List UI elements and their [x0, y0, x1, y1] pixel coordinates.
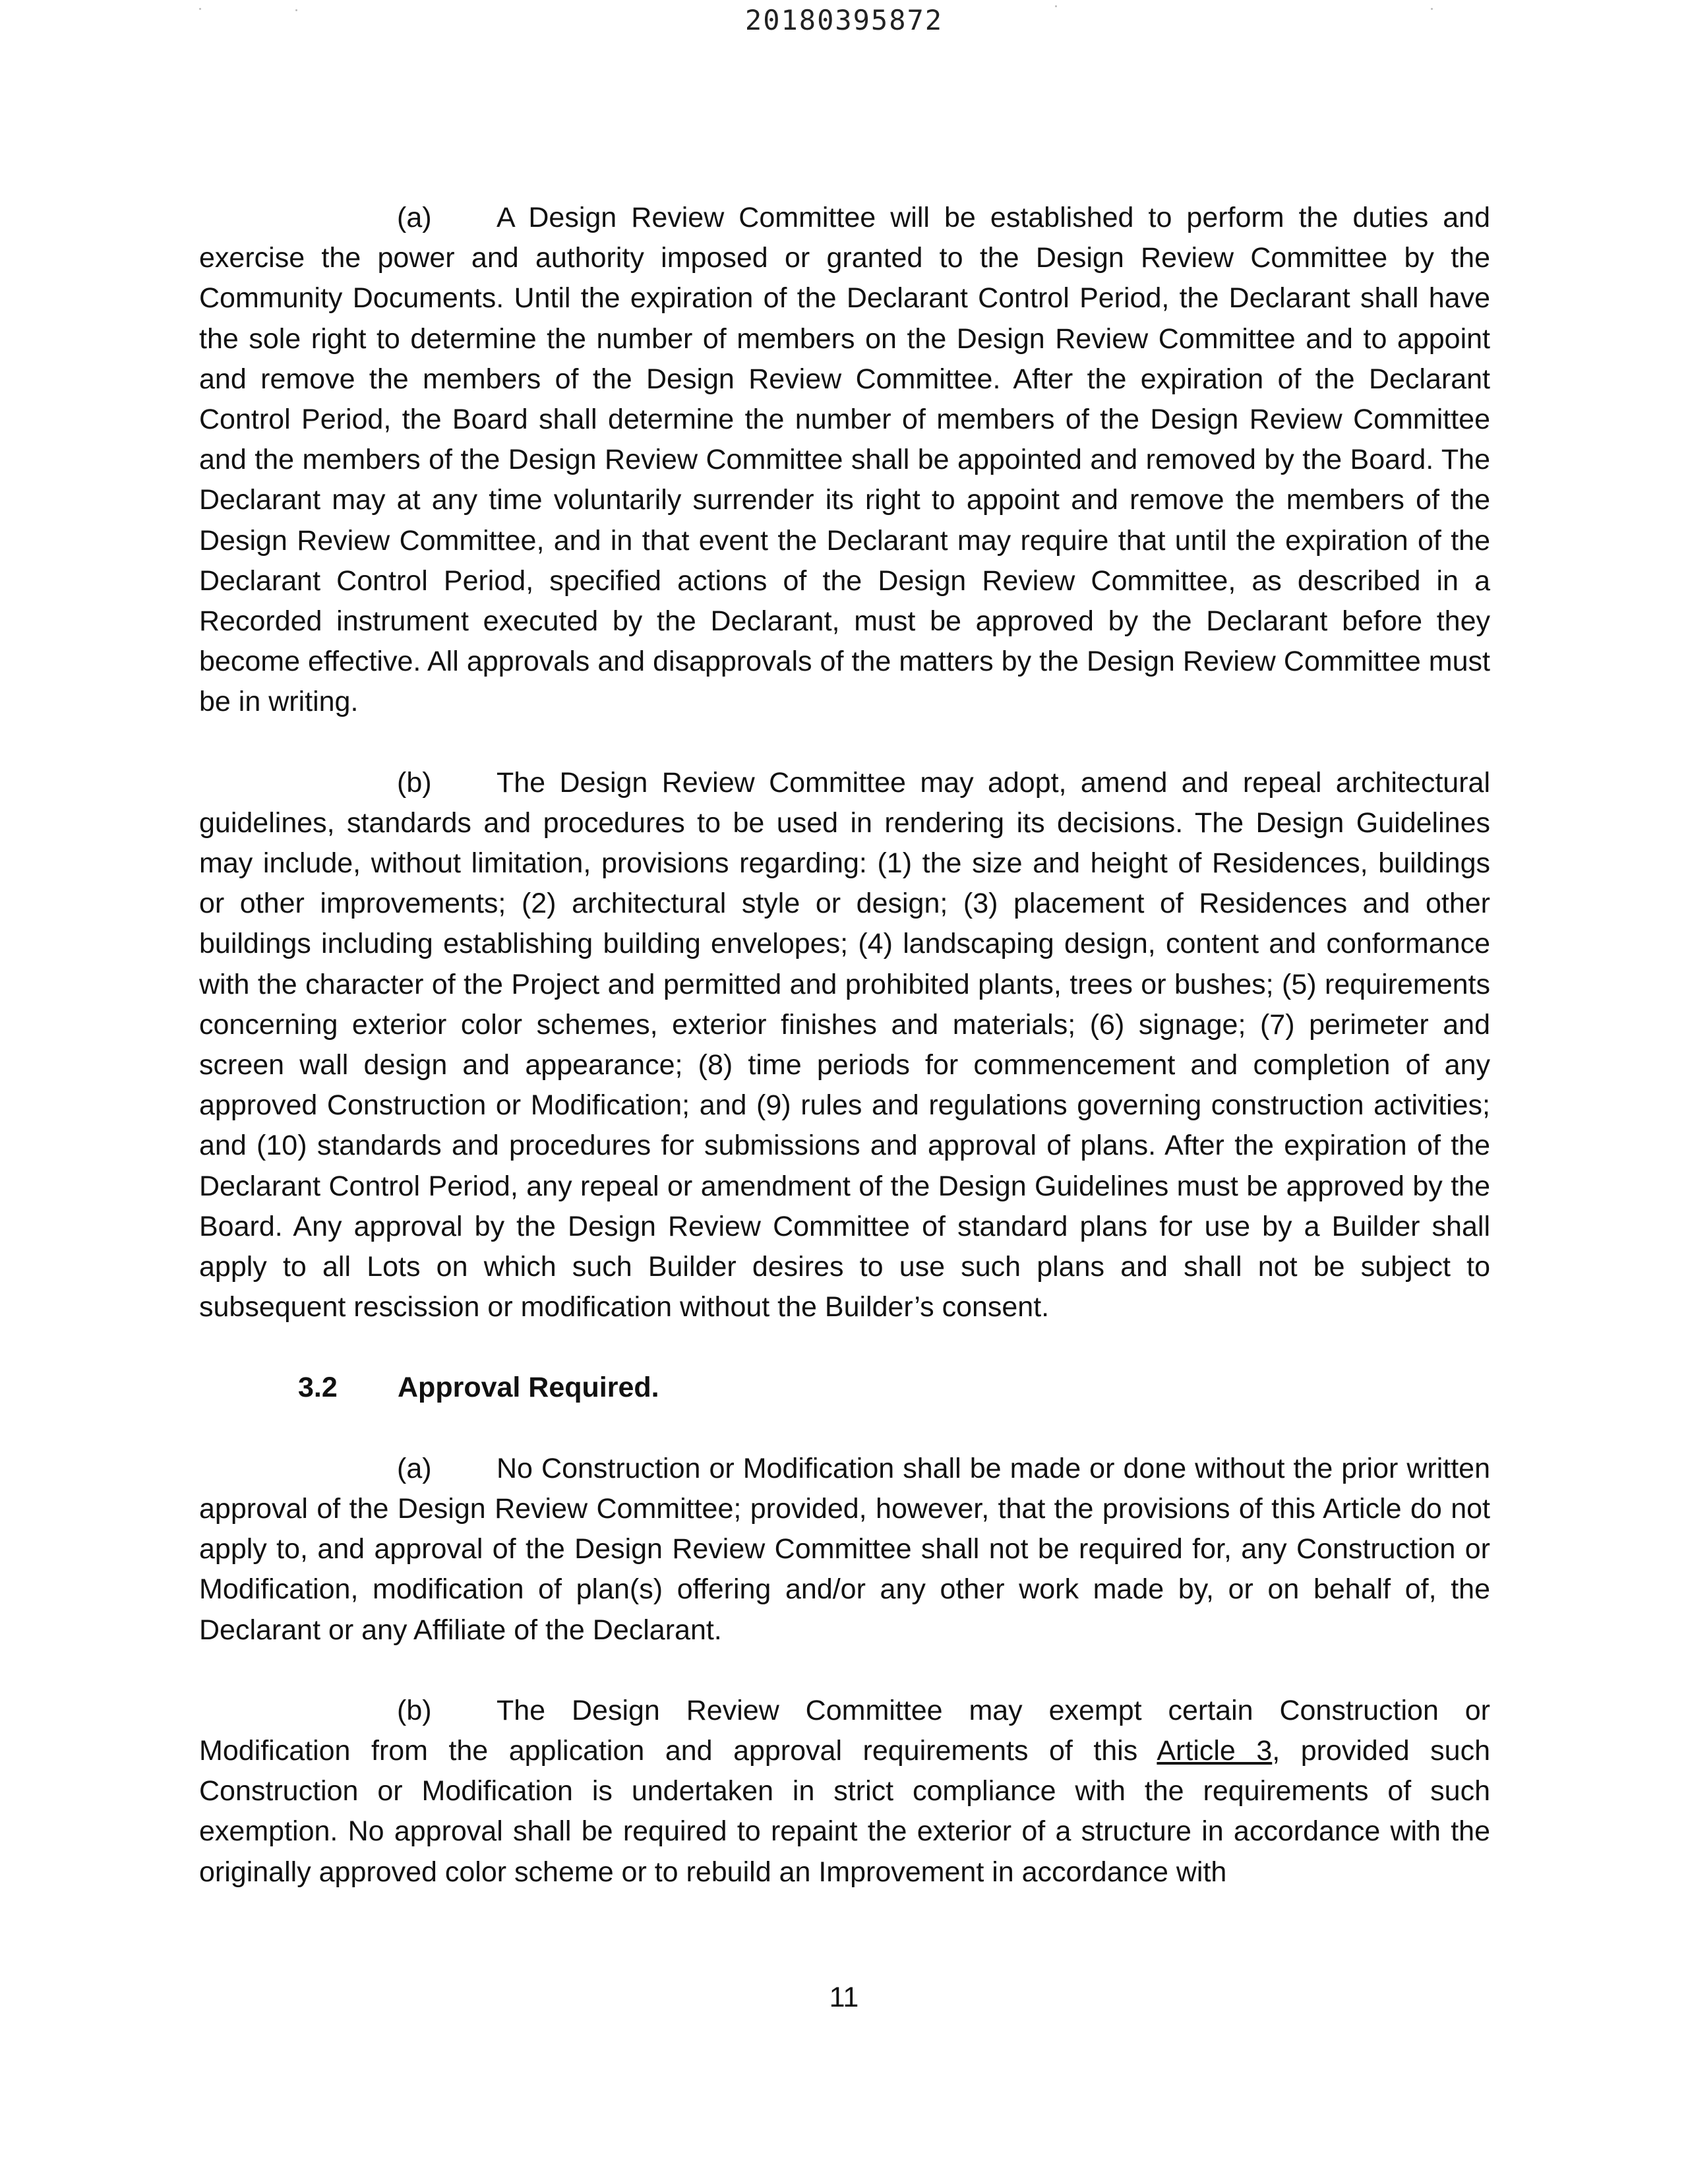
- section-title: Approval Required.: [398, 1372, 659, 1404]
- paragraph-text: No Construction or Modification shall be made or done without the prior written approval of the Design Review Committee; provided, however, that the provisions of this Article do not apply to, and approval of the Design Review Committee shall not be required for, any Construction or Modification, modification of plan(s) offering and/or any other work made by, or on behalf of, the Declarant or any Affiliate of the Declarant.: [199, 1452, 1490, 1646]
- document-number: 20180395872: [744, 4, 944, 36]
- paragraph-label: (a): [397, 202, 432, 233]
- article-reference-link[interactable]: Article 3: [1157, 1734, 1273, 1767]
- section-number: 3.2: [298, 1372, 338, 1404]
- paragraph-label: (b): [397, 766, 432, 799]
- paragraph-text: A Design Review Committee will be established to perform the duties and exercise the power and authority imposed or granted to the Design Review Committee by the Community Documents. Until the expiration of the Declarant Control Period, the Declarant shall have the sole right to determine the number of members on the Design Review Committee and to appoint and remove the members of the Design Review Committee. After the expiration of the Declarant Control Period, the Board shall determine the number of members of the Design Review Committee and the members of the Design Review Committee shall be appointed and removed by the Board. The Declarant may at any time voluntarily surrender its right to appoint and remove the members of the Design Review Committee, and in that event the Declarant may require that until the expiration of the Declarant Control Period, specified actions of the Design Review Committee, as described in a Recorded instrument executed by the Declarant, must be approved by the Declarant before they become effective. All approvals and disapprovals of the matters by the Design Review Committee must be in writing.: [199, 202, 1490, 718]
- paragraph-label: (a): [397, 1452, 432, 1484]
- paragraph-text: The Design Review Committee may adopt, amend and repeal architectural guidelines, standards and procedures to be used in rendering its decisions. The Design Guidelines may include, without limitation, provisions regarding: (1) the size and height of Residences, buildings or other improvements; (2) architectural style or design; (3) placement of Residences and other buildings including establishing building envelopes; (4) landscaping design, content and conformance with the character of the Project and permitted and prohibited plants, trees or bushes; (5) requirements concerning exterior color schemes, exterior finishes and materials; (6) signage; (7) perimeter and screen wall design and appearance; (8) time periods for commencement and completion of any approved Construction or Modification; and (9) rules and regulations governing construction activities; and (10) standards and procedures for submissions and approval of plans. After the expiration of the Declarant Control Period, any repeal or amendment of the Design Guidelines must be approved by the Board. Any approval by the Design Review Committee of standard plans for use by a Builder shall apply to all Lots on which such Builder desires to use such plans and shall not be subject to subsequent rescission or modification without the Builder’s consent.: [199, 766, 1490, 1323]
- paragraph-b: [199, 763, 1490, 1328]
- paragraph-text: , provided such Construction or Modification is undertaken in strict compliance with the requirements of such exemption. No approval shall be required to repaint the exterior of a structure in accordance with the originally approved color scheme or to rebuild an Improvement in accordance with: [199, 1734, 1490, 1888]
- paragraph-a: [199, 198, 1490, 723]
- paragraph-label: (b): [397, 1694, 432, 1726]
- document-body: [199, 198, 1490, 1933]
- section-heading: [199, 1368, 1490, 1408]
- paragraph-b: [199, 1691, 1490, 1893]
- page-number: 11: [829, 1982, 859, 2013]
- paragraph-a: [199, 1449, 1490, 1651]
- paragraph-text: The Design Review Committee may exempt certain Construction or Modification from the application and approval requirements of this: [199, 1694, 1490, 1767]
